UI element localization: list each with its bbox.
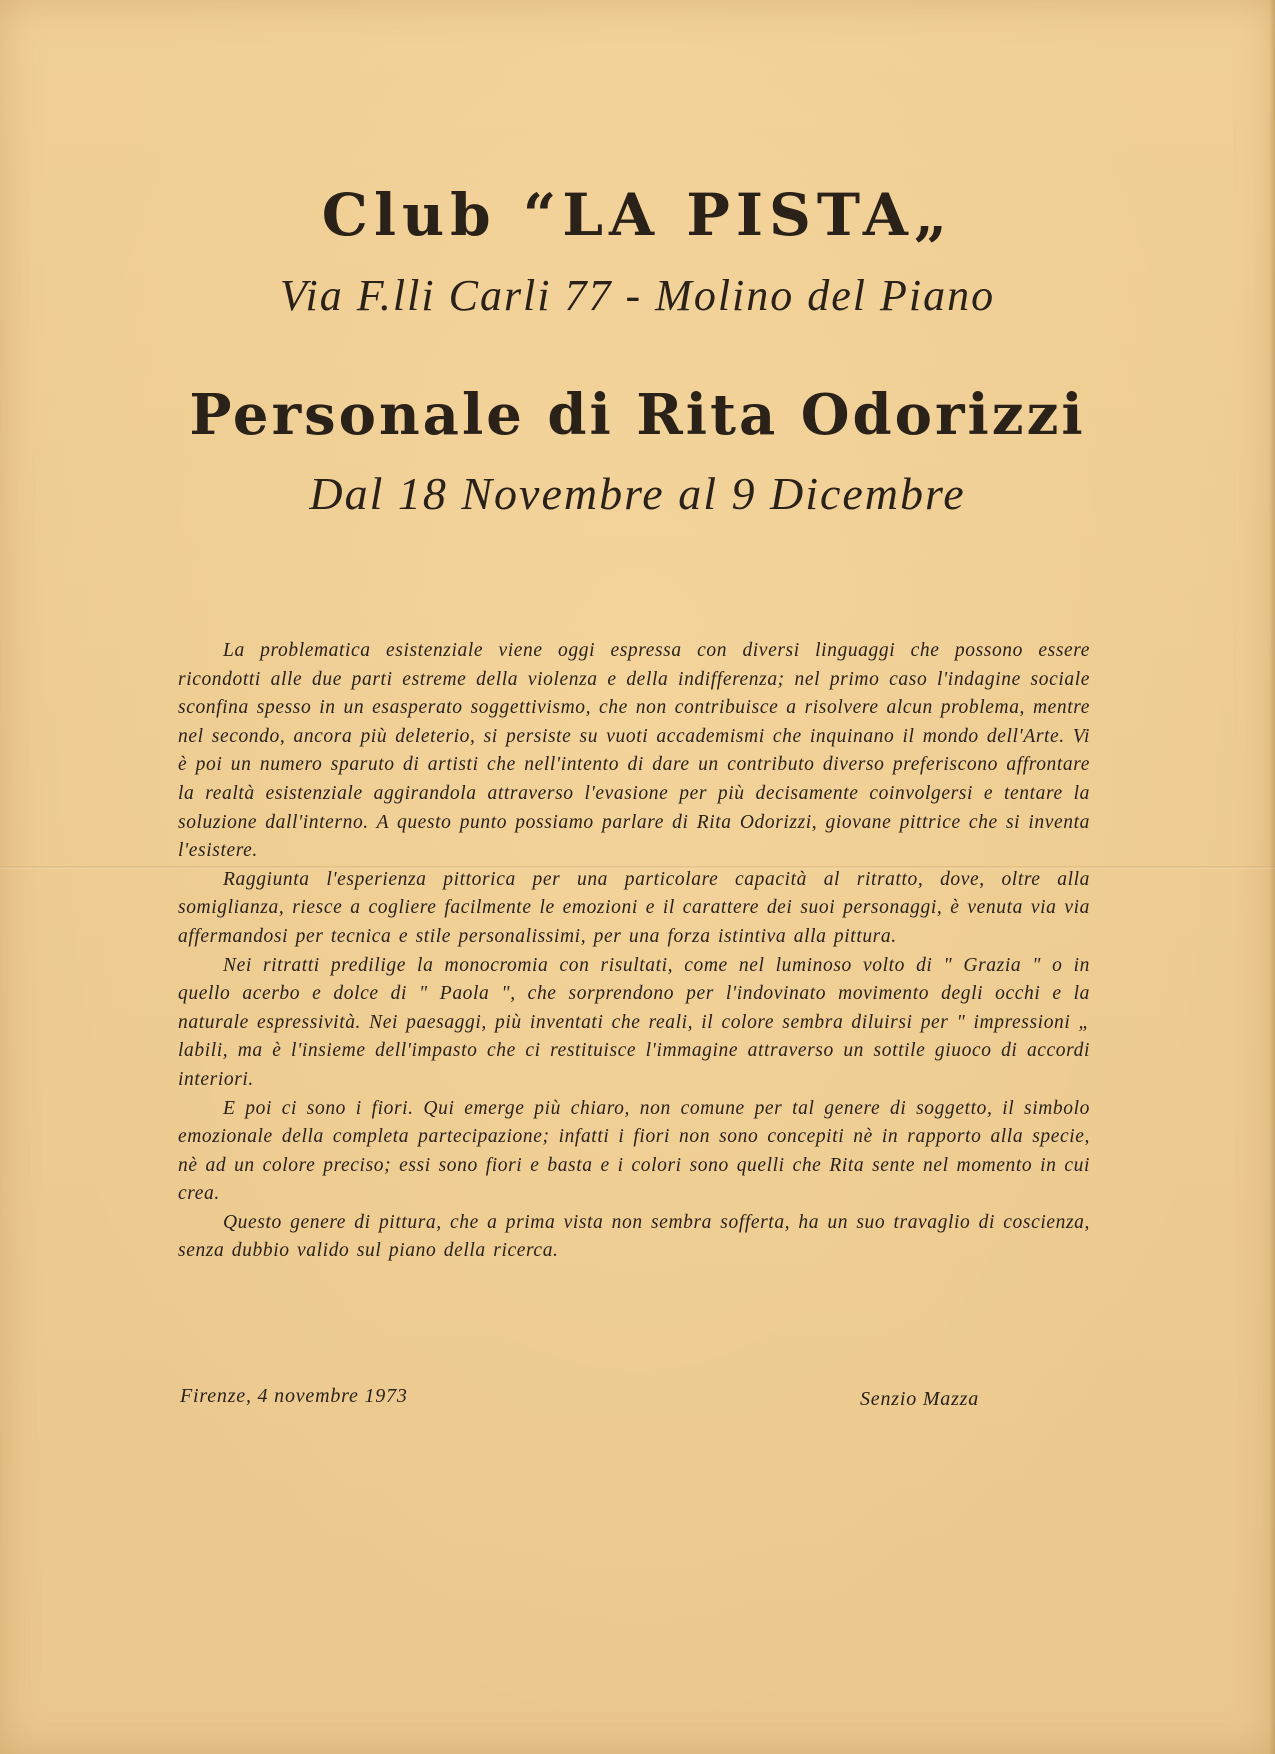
paragraph: E poi ci sono i fiori. Qui emerge più chiaro, non comune per tal genere di soggetto, il simbolo emozionale della completa partecipazione; infatti i fiori non sono concepiti nè in rapporto alla specie, nè ad un colore preciso; essi sono fiori e basta e i colori sono quelli che Rita sente nel momento in cui crea. xyxy=(178,1097,1090,1205)
exhibition-dates: Dal 18 Novembre al 9 Dicembre xyxy=(309,468,966,519)
place-date: Firenze, 4 novembre 1973 xyxy=(180,1385,408,1407)
paragraph: Raggiunta l'esperienza pittorica per una particolare capacità al ritratto, dove, oltre alla somiglianza, riesce a cogliere facilmente le emozioni e il carattere dei suoi personaggi, è venuta via via affermandosi per tecnica e stile personalissimi, per una forza istintiva alla pittura. xyxy=(178,868,1090,947)
club-name: Club “LA PISTA„ xyxy=(321,181,954,249)
paragraph: La problematica esistenziale viene oggi espressa con diversi linguaggi che possono essere ricondotti alle due parti estreme della violenza e della indifferenza; nel primo caso l'indagine sociale sconfina spesso in un esasperato soggettivismo, che non contribuisce a risolvere alcun problema, mentre nel secondo, ancora più deleterio, si persiste su vuoti accademismi che inquinano il mondo dell'Arte. Vi è poi un numero sparuto di artisti che nell'intento di dare un contributo diverso preferiscono affrontare la realtà esistenziale aggirandola attraverso l'evasione per più decisamente coinvolgersi e tentare la soluzione dall'interno. A questo punto possiamo parlare di Rita Odorizzi, giovane pittrice che si inventa l'esistere. xyxy=(178,640,1090,862)
signature: Senzio Mazza xyxy=(860,1388,980,1410)
paragraph: Nei ritratti predilige la monocromia con risultati, come nel luminoso volto di " Grazia " o in quello acerbo e dolce di " Paola ", che sorprendono per l'indovinato movimento degli occhi e la naturale espressività. Nei paesaggi, più inventati che reali, il colore sembra diluirsi per " impressioni „ labili, ma è l'insieme dell'impasto che ci restituisce l'immagine attraverso un sottile giuoco di accordi interiori. xyxy=(178,954,1090,1090)
exhibition-title: Personale di Rita Odorizzi xyxy=(189,382,1086,448)
poster-header xyxy=(0,180,1275,522)
critique-text xyxy=(178,637,1090,1266)
paragraph: Questo genere di pittura, che a prima vista non sembra sofferta, ha un suo travaglio di coscienza, senza dubbio valido sul piano della ricerca. xyxy=(178,1211,1090,1262)
club-address: Via F.lli Carli 77 - Molino del Piano xyxy=(279,271,996,320)
